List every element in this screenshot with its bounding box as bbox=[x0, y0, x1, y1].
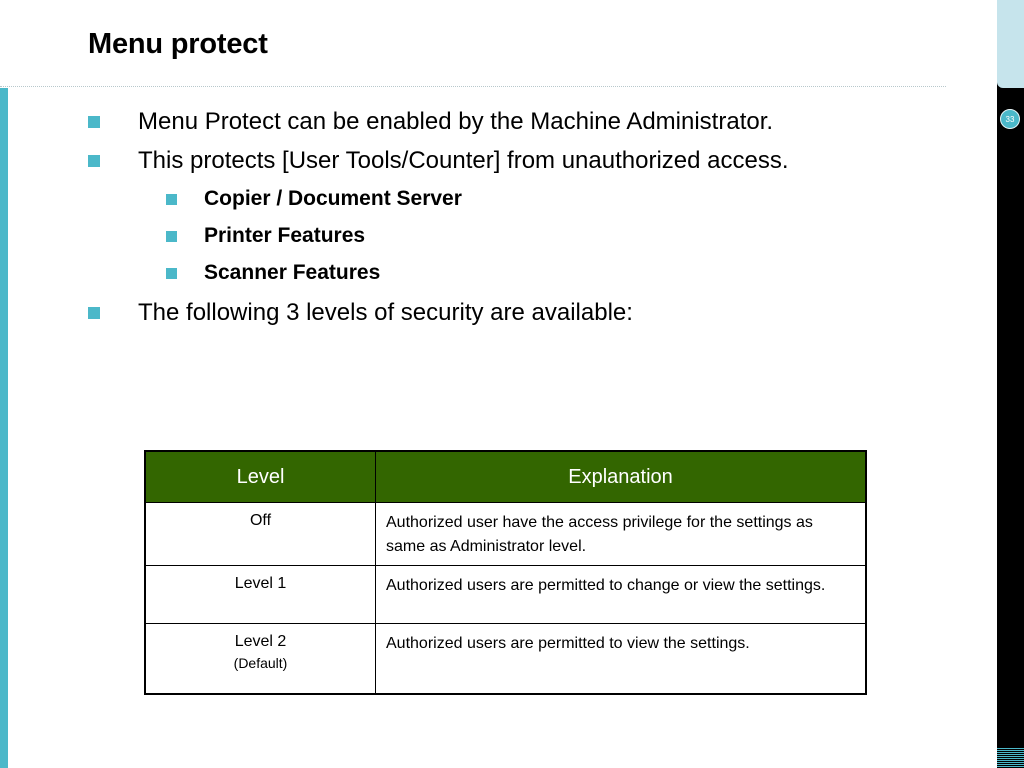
bullet-item bbox=[88, 146, 789, 176]
square-bullet-icon bbox=[166, 268, 177, 279]
level-cell bbox=[145, 503, 376, 566]
security-levels-table bbox=[144, 450, 867, 695]
default-note: (Default) bbox=[233, 655, 288, 671]
sub-bullet-text: Scanner Features bbox=[204, 261, 381, 284]
right-bottom-stripes bbox=[997, 747, 1024, 768]
title-divider bbox=[0, 86, 946, 87]
slide-title: Menu protect bbox=[88, 28, 268, 60]
sub-bullet-text: Printer Features bbox=[204, 224, 366, 247]
table-row bbox=[145, 566, 866, 624]
table-row bbox=[145, 624, 866, 694]
bullet-item bbox=[88, 107, 773, 137]
sub-bullet-item bbox=[166, 223, 365, 249]
sub-bullet-item bbox=[166, 260, 380, 286]
explanation-cell: Authorized user have the access privilege for the settings as same as Administrator level. bbox=[376, 503, 867, 566]
page-number-badge: 33 bbox=[1000, 109, 1020, 129]
sub-bullet-item bbox=[166, 186, 462, 212]
bullet-text: This protects [User Tools/Counter] from unauthorized access. bbox=[138, 147, 789, 174]
explanation-cell: Authorized users are permitted to view the settings. bbox=[376, 624, 867, 694]
table-row bbox=[145, 503, 866, 566]
right-top-tab bbox=[997, 0, 1024, 88]
bullet-item bbox=[88, 298, 633, 328]
header-level: Level bbox=[145, 451, 376, 503]
left-accent-bar bbox=[0, 88, 8, 768]
header-explanation: Explanation bbox=[376, 451, 867, 503]
level-cell bbox=[145, 566, 376, 624]
sub-bullet-text: Copier / Document Server bbox=[204, 187, 462, 210]
square-bullet-icon bbox=[88, 155, 100, 167]
square-bullet-icon bbox=[88, 116, 100, 128]
level-name: Level 2 bbox=[234, 633, 287, 650]
bullet-text: The following 3 levels of security are available: bbox=[138, 299, 633, 326]
level-name: Off bbox=[249, 512, 272, 529]
level-cell bbox=[145, 624, 376, 694]
level-name: Level 1 bbox=[234, 575, 287, 592]
square-bullet-icon bbox=[88, 307, 100, 319]
square-bullet-icon bbox=[166, 231, 177, 242]
explanation-cell: Authorized users are permitted to change or view the settings. bbox=[376, 566, 867, 624]
table-header-row bbox=[145, 451, 866, 503]
square-bullet-icon bbox=[166, 194, 177, 205]
bullet-text: Menu Protect can be enabled by the Machine Administrator. bbox=[138, 108, 774, 135]
